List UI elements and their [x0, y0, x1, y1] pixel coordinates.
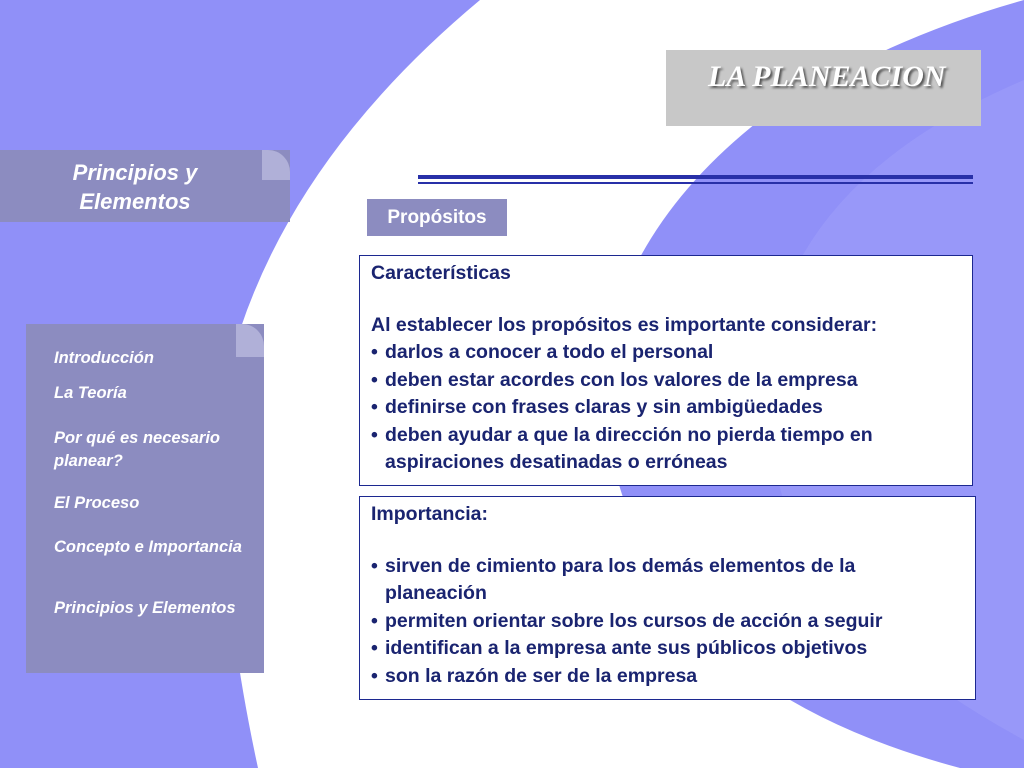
nav-item-el-proceso[interactable]: El Proceso [54, 494, 140, 512]
caracteristicas-heading: Características [371, 262, 511, 284]
list-item: • deben ayudar a que la dirección no pierda tiempo en aspiraciones desatinadas o erróneas [371, 422, 972, 477]
caracteristicas-list [371, 339, 972, 477]
caracteristicas-panel [359, 255, 973, 486]
title-box [666, 50, 981, 126]
list-item: • permiten orientar sobre los cursos de acción a seguir [371, 608, 975, 636]
list-item: • son la razón de ser de la empresa [371, 663, 975, 691]
importancia-panel [359, 496, 976, 700]
section-title: Principios y Elementos [72, 160, 198, 214]
nav-item-por-que-planear[interactable]: Por qué es necesario planear? [54, 429, 220, 470]
spacer [371, 288, 972, 312]
nav-item-introduccion[interactable]: Introducción [54, 349, 154, 367]
nav-item-concepto[interactable]: Concepto e Importancia [54, 538, 242, 556]
list-item: • identifican a la empresa ante sus públicos objetivos [371, 635, 975, 663]
list-item: • definirse con frases claras y sin ambigüedades [371, 394, 972, 422]
nav-item-principios[interactable]: Principios y Elementos [54, 599, 236, 617]
list-item: • sirven de cimiento para los demás elementos de la planeación [371, 553, 975, 608]
propositos-tag: Propósitos [367, 199, 507, 236]
title-rule [418, 175, 973, 179]
title-rule-thin [418, 182, 973, 184]
list-item: • deben estar acordes con los valores de la empresa [371, 367, 972, 395]
slide-title: LA PLANEACION [708, 60, 946, 93]
importancia-heading: Importancia: [371, 503, 489, 525]
list-item: • darlos a conocer a todo el personal [371, 339, 972, 367]
nav-item-la-teoria[interactable]: La Teoría [54, 384, 127, 402]
spacer [371, 529, 975, 553]
caracteristicas-intro: Al establecer los propósitos es importante considerar: [371, 313, 878, 336]
importancia-list [371, 553, 975, 691]
